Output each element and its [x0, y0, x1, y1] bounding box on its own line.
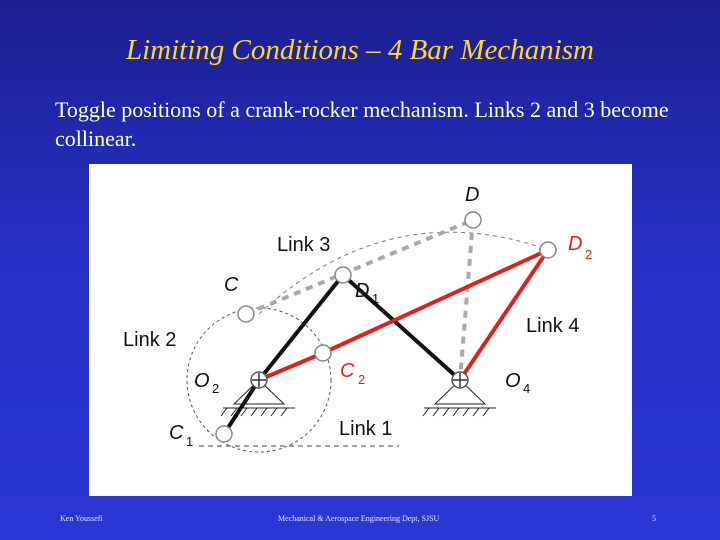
footer-author: Ken Youssefi [60, 514, 103, 523]
label-link-2: Link 2 [123, 329, 177, 351]
label-link-3: Link 3 [277, 234, 331, 256]
label-link-4: Link 4 [526, 315, 580, 337]
label-c2: C [340, 360, 355, 382]
label-o4-sub: 4 [523, 381, 531, 396]
joint-c2 [315, 345, 331, 361]
label-c: C [224, 274, 239, 296]
label-o2: O [194, 370, 210, 392]
label-c2-sub: 2 [358, 372, 366, 387]
label-d1-sub: 1 [372, 291, 380, 306]
joint-c1 [216, 426, 232, 442]
joint-c [238, 306, 254, 322]
mechanism-svg [89, 164, 632, 496]
label-d2: D [568, 233, 583, 255]
pivot-o2 [251, 372, 267, 388]
footer-page-number: 5 [652, 514, 656, 523]
label-c1-sub: 1 [186, 434, 194, 449]
pivot-o4 [452, 372, 468, 388]
slide-body-text: Toggle positions of a crank-rocker mechanism. Links 2 and 3 become collinear. [55, 97, 669, 151]
link-2-black [224, 380, 259, 434]
joint-d1 [335, 267, 351, 283]
label-c1: C [169, 422, 184, 444]
footer-department: Mechanical & Aerospace Engineering Dept, SJSU [278, 514, 440, 523]
label-o4: O [505, 370, 521, 392]
label-d2-sub: 2 [585, 247, 593, 262]
joint-d2 [540, 242, 556, 258]
joint-d [465, 212, 481, 228]
slide-title: Limiting Conditions – 4 Bar Mechanism [125, 34, 595, 66]
label-o2-sub: 2 [212, 381, 220, 396]
label-d: D [465, 184, 480, 206]
link-4-dashed [460, 220, 473, 380]
label-link-1: Link 1 [339, 418, 393, 440]
mechanism-diagram [89, 164, 632, 496]
label-d1: D [355, 280, 370, 302]
